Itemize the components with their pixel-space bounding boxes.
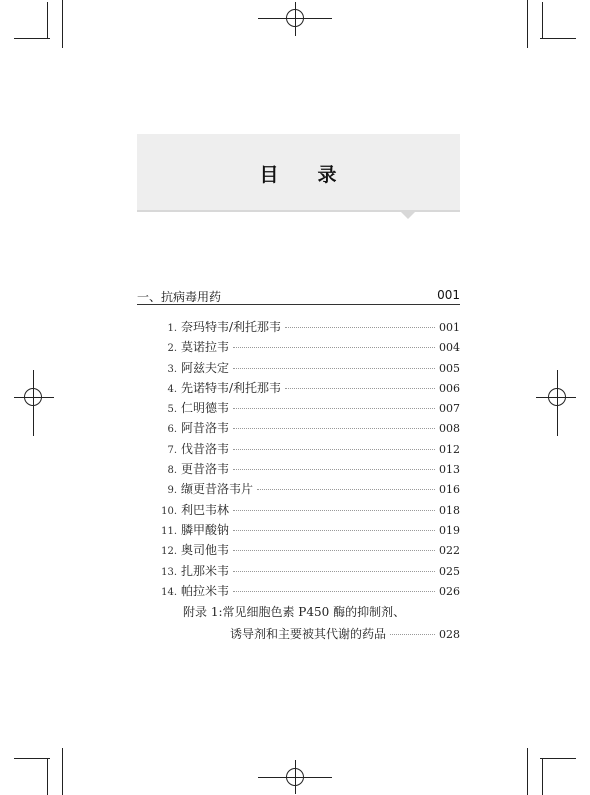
entry-page: 005 — [439, 361, 460, 375]
toc-entry[interactable] — [137, 582, 460, 602]
leader-dots — [233, 469, 435, 470]
toc-entry[interactable] — [137, 338, 460, 358]
entry-page: 007 — [439, 402, 460, 416]
entry-title: 利巴韦林 — [181, 502, 230, 517]
leader-dots — [233, 510, 435, 511]
leader-dots — [285, 327, 435, 328]
page-title-right: 录 — [317, 164, 338, 186]
leader-dots — [233, 571, 435, 572]
leader-dots — [233, 550, 435, 551]
toc-entry[interactable] — [137, 521, 460, 541]
leader-dots — [285, 388, 435, 389]
appendix-page: 028 — [439, 628, 460, 641]
entry-page: 012 — [439, 442, 460, 456]
entry-title: 奈玛特韦/利托那韦 — [181, 320, 282, 334]
entry-number: 8. — [167, 465, 177, 477]
entry-title: 扎那米韦 — [181, 563, 230, 578]
toc-entry[interactable] — [137, 480, 460, 500]
entry-number: 14. — [161, 586, 177, 598]
toc-entry[interactable] — [137, 379, 460, 399]
entry-title: 膦甲酸钠 — [181, 522, 230, 537]
toc-entry[interactable] — [137, 419, 460, 439]
entry-title: 阿兹夫定 — [181, 360, 230, 375]
toc-list — [137, 318, 460, 602]
entry-number: 10. — [161, 505, 177, 517]
entry-page: 004 — [439, 341, 460, 355]
appendix-entry[interactable] — [183, 603, 460, 642]
page-title-left: 目 — [259, 164, 280, 186]
leader-dots — [233, 408, 435, 409]
entry-title: 帕拉米韦 — [181, 583, 230, 598]
leader-dots — [233, 530, 435, 531]
entry-page: 025 — [439, 564, 460, 578]
entry-page: 006 — [439, 381, 460, 395]
entry-number: 1. — [167, 323, 177, 334]
toc-entry[interactable] — [137, 562, 460, 582]
toc-entry[interactable] — [137, 318, 460, 338]
entry-title: 缬更昔洛韦片 — [181, 482, 254, 497]
appendix-line-2: 诱导剂和主要被其代谢的药品 — [230, 627, 387, 641]
entry-number: 11. — [161, 525, 177, 537]
toc-entry[interactable] — [137, 399, 460, 419]
entry-page: 013 — [439, 463, 460, 477]
toc-entry[interactable] — [137, 440, 460, 460]
toc-heading-box — [137, 134, 460, 212]
toc-entry[interactable] — [137, 501, 460, 521]
section-heading[interactable] — [137, 288, 460, 305]
entry-number: 5. — [167, 404, 177, 416]
entry-number: 7. — [167, 444, 177, 456]
appendix-line-1: 附录 1:常见细胞色素 P450 酶的抑制剂、 — [183, 605, 406, 619]
section-title: 一、抗病毒用药 — [137, 290, 222, 304]
entry-title: 先诺特韦/利托那韦 — [181, 380, 282, 395]
section-page: 001 — [437, 288, 460, 302]
entry-page: 019 — [439, 523, 460, 537]
entry-page: 016 — [439, 483, 460, 497]
leader-dots — [233, 591, 435, 592]
entry-number: 3. — [167, 363, 177, 375]
entry-page: 018 — [439, 503, 460, 517]
entry-title: 阿昔洛韦 — [181, 421, 230, 436]
entry-page: 022 — [439, 544, 460, 558]
heading-pointer — [400, 211, 416, 219]
page-title — [137, 160, 460, 187]
entry-title: 奥司他韦 — [181, 543, 230, 558]
toc-entry[interactable] — [137, 359, 460, 379]
entry-page: 008 — [439, 422, 460, 436]
leader-dots — [390, 634, 435, 635]
entry-number: 6. — [167, 424, 177, 436]
entry-number: 9. — [167, 485, 177, 497]
entry-page: 001 — [439, 321, 460, 334]
entry-title: 更昔洛韦 — [181, 462, 230, 477]
toc-entry[interactable] — [137, 460, 460, 480]
leader-dots — [233, 368, 435, 369]
entry-title: 莫诺拉韦 — [181, 340, 230, 355]
entry-number: 2. — [167, 343, 177, 355]
leader-dots — [233, 449, 435, 450]
entry-number: 13. — [161, 566, 177, 578]
entry-page: 026 — [439, 584, 460, 598]
entry-title: 仁明德韦 — [181, 401, 230, 416]
entry-number: 12. — [161, 546, 177, 558]
leader-dots — [233, 428, 435, 429]
leader-dots — [233, 347, 435, 348]
leader-dots — [257, 489, 435, 490]
entry-number: 4. — [167, 383, 177, 395]
entry-title: 伐昔洛韦 — [181, 441, 230, 456]
toc-entry[interactable] — [137, 541, 460, 561]
